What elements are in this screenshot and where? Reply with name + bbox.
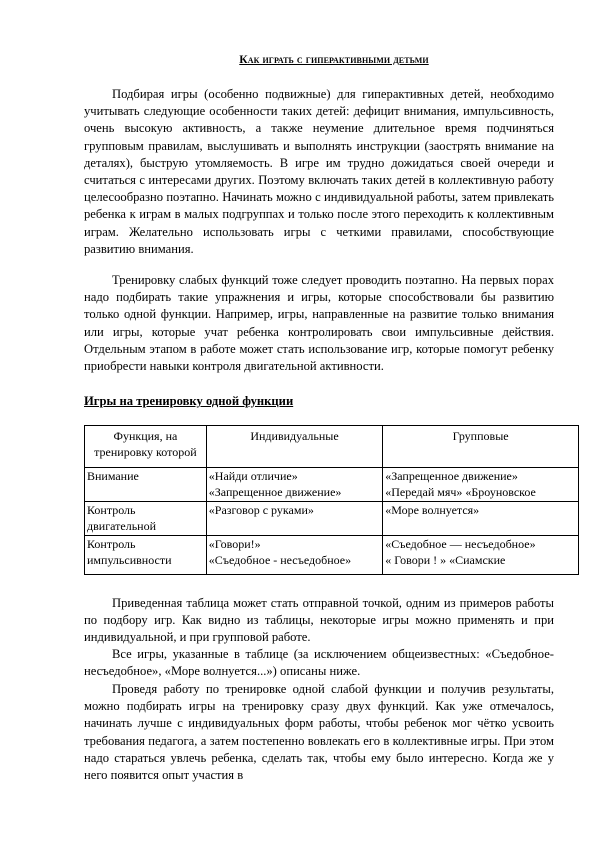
game-entry: «Найди отличие» [208,469,298,483]
game-entry: « Говори ! » «Сиамские [385,552,506,567]
row-group [383,502,579,536]
header-function: Функция, на тренировку которой [85,426,207,468]
body-paragraph-2: Все игры, указанные в таблице (за исключением общеизвестных: «Съедобное-несъедобное», «Море волнуется...») описаны ниже. [84,647,554,679]
table-row [85,502,579,536]
table-header-row [85,426,579,468]
row-group [383,468,579,502]
game-entry: «Съедобное - несъедобное» [208,552,352,567]
intro-paragraph-1: Подбирая игры (особенно подвижные) для гиперактивных детей, необходимо учитывать следующие особенности таких детей: дефицит внимания, импульсивность, очень высокую активность, а также неумение длительное время подчиняться групповым правилам, выслушивать и выполнять инструкции (заострять внимание на деталях), быструю утомляемость. В игре им трудно дожидаться своей очереди и считаться с интересами других. Поэтому включать таких детей в коллективную работу целесообразно поэтапно. Начинать можно с индивидуальной работы, затем привлекать ребенка к играм в малых подгруппах и только после этого переходить к коллективным играм. Желательно использовать игры с четкими правилами, способствующие развитию внимания. [84,87,554,256]
games-table [84,425,579,575]
game-entry: «Передай мяч» «Броуновское [385,484,536,499]
row-individual [206,468,382,502]
table-row [85,536,579,575]
body-paragraph-3: Проведя работу по тренировке одной слабой функции и получив результаты, можно подбирать игры на тренировку сразу двух функций. Как уже отмечалось, начинать лучше с индивидуальных форм работы, чтобы ребенок мог чётко усвоить требования педагога, а затем постепенно вовлекать его в коллективные игры. При этом надо стараться увлечь ребенка, сделать так, чтобы ему было интересно. Когда же у него появится опыт участия в [84,682,554,783]
game-entry: «Запрещенное движение» [385,469,518,483]
row-function: Контроль импульсивности [85,536,207,575]
document-title: Как играть с гиперактивными детьми [239,54,429,66]
row-individual [206,502,382,536]
header-individual: Индивидуальные [206,426,382,468]
table-row [85,468,579,502]
row-individual [206,536,382,575]
row-function: Контроль двигательной [85,502,207,536]
game-entry: «Море волнуется» [385,503,480,517]
game-entry: «Говори!» [208,537,261,551]
header-group: Групповые [383,426,579,468]
intro-paragraph-2: Тренировку слабых функций тоже следует проводить поэтапно. На первых порах надо подбирать такие упражнения и игры, которые способствовали бы развитию только одной функции. Например, игры, направленные на развитие только внимания или игры, которые учат ребенка контролировать свои импульсивные действия. Отдельным этапом в работе может стать использование игр, которые помогут ребенку приобрести навыки контроля двигательной активности. [84,273,554,374]
section-subheading: Игры на тренировку одной функции [84,394,294,408]
game-entry: «Запрещенное движение» [208,484,342,499]
row-group [383,536,579,575]
game-entry: «Съедобное — несъедобное» [385,537,536,551]
game-entry: «Разговор с руками» [208,503,314,517]
row-function: Внимание [85,468,207,502]
body-paragraph-1: Приведенная таблица может стать отправной точкой, одним из примеров работы по подбору игр. Как видно из таблицы, некоторые игры можно применять и при индивидуальной, и при групповой работе. [84,596,554,645]
